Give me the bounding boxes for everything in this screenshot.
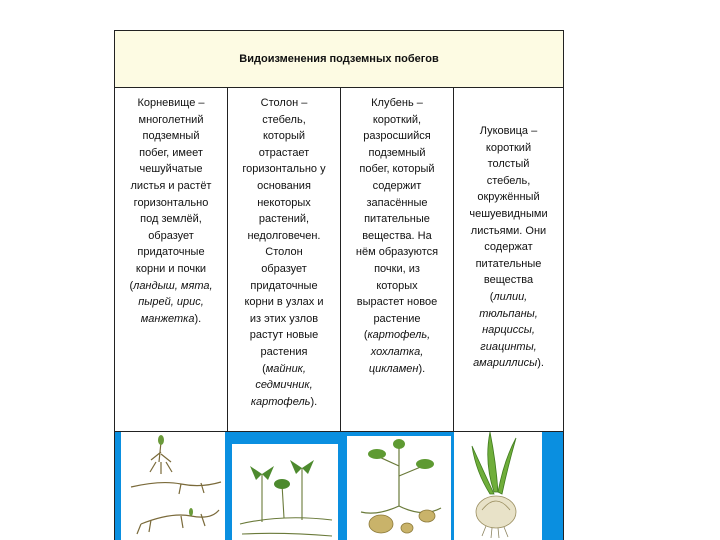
bulb-line: содержат: [484, 241, 533, 254]
bulb-example: амариллисы: [473, 357, 538, 370]
bulb-example-close: ).: [537, 357, 544, 370]
bulb-example: тюльпаны,: [479, 307, 538, 320]
bulb-line: питательные: [475, 257, 542, 270]
tuber-line: запасённые: [366, 196, 428, 209]
stolon-plant-icon: [232, 444, 338, 540]
tuber-example: цикламен: [368, 362, 419, 375]
tuber-line: вещества. На: [362, 229, 432, 242]
stolon-example-open: (: [262, 362, 266, 375]
stolon-line: образует: [261, 262, 307, 275]
rhizome-example-line: [115, 294, 227, 311]
rhizome-example: манжетка: [140, 312, 195, 325]
rhizome-line: придаточные: [137, 246, 205, 259]
rhizome-plant-icon: [121, 432, 225, 540]
rhizome-example-line: [115, 278, 227, 295]
rhizome-text: [115, 87, 227, 431]
rhizome-example-open: (: [129, 279, 134, 292]
stolon-line: горизонтально у: [242, 163, 326, 176]
bulb-example: гиацинты,: [480, 340, 537, 353]
bulb-example-line: [454, 322, 563, 339]
stolon-image-cell: [228, 432, 341, 540]
bulb-line: Луковица –: [479, 125, 538, 137]
rhizome-example-close: ).: [194, 312, 202, 325]
image-row: [115, 431, 563, 540]
stolon-line: корни в узлах и: [244, 296, 324, 309]
column-rhizome: [115, 87, 228, 431]
stolon-line: из этих узлов: [249, 312, 319, 325]
tuber-example: хохлатка,: [370, 345, 424, 358]
bulb-line: вещества: [483, 274, 534, 287]
bulb-line: чешуевидными: [469, 207, 548, 220]
bulb-example: лилии,: [493, 290, 528, 303]
rhizome-example-line: [115, 311, 227, 328]
stolon-line: основания: [257, 179, 311, 192]
rhizome-line: подземный: [142, 130, 200, 143]
column-bulb: [454, 87, 563, 431]
bulb-line: стебель,: [486, 174, 531, 187]
bulb-line: толстый: [487, 158, 530, 171]
stolon-line: некоторых: [257, 196, 311, 209]
stolon-line: стебель,: [262, 113, 306, 126]
rhizome-line: листья и растёт: [130, 179, 212, 192]
stolon-example: картофель: [250, 395, 311, 408]
stolon-line: Столон –: [260, 97, 308, 109]
tuber-line: побег, который: [359, 163, 435, 176]
bulb-example-line: [454, 306, 563, 323]
stolon-line: который: [262, 130, 305, 143]
stolon-line: растений,: [258, 213, 310, 226]
stolon-line: отрастает: [258, 146, 310, 159]
table-title: Видоизменения подземных побегов: [239, 53, 439, 65]
tuber-line: питательные: [364, 213, 430, 226]
stolon-example-line: [228, 394, 340, 411]
tuber-line: разросшийся: [363, 130, 431, 143]
rhizome-line: чешуйчатые: [139, 163, 203, 176]
tuber-line: содержит: [372, 179, 422, 192]
stolon-line: придаточные: [250, 279, 318, 292]
tuber-example-line: [341, 327, 453, 344]
tuber-line: нём образуются: [355, 246, 439, 259]
rhizome-line: корни и почки: [135, 262, 207, 275]
rhizome-line: под землёй,: [140, 213, 202, 226]
tuber-example-line: [341, 344, 453, 361]
tuber-example-line: [341, 361, 453, 378]
tuber-example-close: ).: [418, 362, 426, 375]
tuber-image-cell: [341, 432, 454, 540]
stolon-line: растения: [260, 345, 308, 358]
stolon-example: седмичник,: [255, 379, 313, 392]
bulb-example: нарциссы,: [482, 324, 535, 337]
stolon-text: [228, 87, 340, 431]
tuber-line: подземный: [368, 146, 426, 159]
stolon-line: недолговечен.: [247, 229, 321, 242]
stolon-example-close: ).: [310, 395, 318, 408]
rhizome-line: Корневище –: [137, 97, 205, 109]
tuber-text: [341, 87, 453, 431]
bulb-plant-icon: [454, 432, 542, 540]
tuber-line: короткий,: [372, 113, 422, 126]
tuber-line: почки, из: [374, 262, 420, 275]
tuber-line: вырастет новое: [356, 296, 438, 309]
bulb-line: листьями. Они: [470, 224, 547, 237]
rhizome-example: пырей, ирис,: [138, 296, 204, 309]
tuber-line: Клубень –: [371, 97, 423, 109]
tuber-example-open: (: [363, 329, 368, 342]
column-stolon: [228, 87, 341, 431]
column-tuber: [341, 87, 454, 431]
stolon-example: майник,: [265, 362, 306, 375]
stolon-line: Столон: [265, 246, 303, 259]
bulb-example-open: (: [489, 290, 494, 303]
rhizome-example: ландыш, мята,: [133, 279, 213, 292]
bulb-example-line: [454, 339, 563, 356]
stolon-example-line: [228, 361, 340, 378]
bulb-text: [454, 87, 563, 431]
bulb-example-line: [454, 289, 563, 306]
tuber-example: картофель,: [367, 329, 431, 342]
bulb-line: короткий: [485, 141, 532, 154]
rhizome-line: побег, имеет: [139, 146, 203, 159]
rhizome-image-cell: [115, 432, 228, 540]
stolon-line: растут новые: [249, 329, 319, 342]
tuber-line: которых: [376, 279, 418, 292]
bulb-line: окружённый: [477, 191, 540, 204]
rhizome-line: многолетний: [138, 113, 204, 126]
bulb-example-line: [454, 355, 563, 372]
tuber-plant-icon: [347, 436, 451, 540]
rhizome-line: горизонтально: [133, 196, 209, 209]
shoots-table: [114, 30, 564, 540]
rhizome-line: образует: [148, 229, 194, 242]
bulb-image-cell: [454, 432, 563, 540]
tuber-line: растение: [373, 312, 421, 325]
stolon-example-line: [228, 377, 340, 394]
table-header: [115, 31, 563, 88]
